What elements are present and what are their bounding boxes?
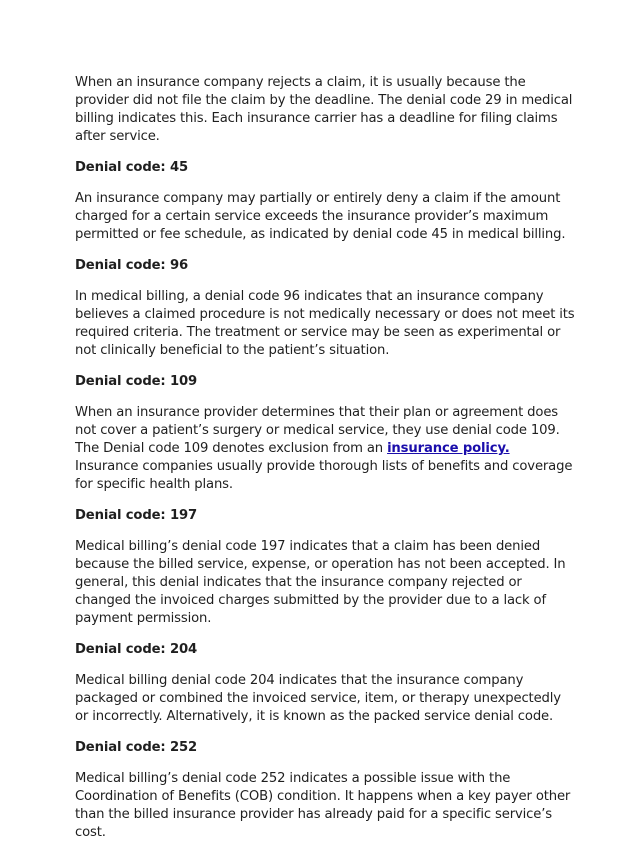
section-heading-45: Denial code: 45 — [75, 160, 189, 175]
section-body-204: Medical billing denial code 204 indicates that the insurance company packaged or combined the invoiced service, item, or therapy unexpectedly or incorrectly. Alternatively, it is known as the packed service denial code. — [75, 673, 561, 724]
insurance-policy-link[interactable]: insurance policy. — [387, 441, 510, 456]
section-body-109-after: Insurance companies usually provide thorough lists of benefits and coverage for specific health plans. — [75, 459, 573, 492]
section-heading-109: Denial code: 109 — [75, 374, 198, 389]
section-body-109-before: When an insurance provider determines that their plan or agreement does not cover a patient’s surgery or medical service, they use denial code 109. The Denial code 109 denotes exclusion from an — [75, 405, 560, 456]
section-heading-197: Denial code: 197 — [75, 508, 198, 523]
section-body-96: In medical billing, a denial code 96 indicates that an insurance company believes a claimed procedure is not medically necessary or does not meet its required criteria. The treatment or service may be seen as experimental or not clinically beneficial to the patient’s situation. — [75, 289, 575, 358]
section-body-109 — [75, 404, 575, 494]
section-body-252: Medical billing’s denial code 252 indicates a possible issue with the Coordination of Benefits (COB) condition. It happens when a key payer other than the billed insurance provider has already paid for a specific service’s cost. — [75, 771, 571, 840]
section-body-45: An insurance company may partially or entirely deny a claim if the amount charged for a certain service exceeds the insurance provider’s maximum permitted or fee schedule, as indicated by denial code 45 in medical billing. — [75, 191, 566, 242]
section-body-197: Medical billing’s denial code 197 indicates that a claim has been denied because the billed service, expense, or operation has not been accepted. In general, this denial indicates that the insurance company rejected or changed the invoiced charges submitted by the provider due to a lack of payment permission. — [75, 539, 566, 626]
document-page — [75, 74, 575, 842]
section-heading-204: Denial code: 204 — [75, 642, 198, 657]
intro-paragraph: When an insurance company rejects a claim, it is usually because the provider did not file the claim by the deadline. The denial code 29 in medical billing indicates this. Each insurance carrier has a deadline for filing claims after service. — [75, 75, 573, 144]
section-heading-252: Denial code: 252 — [75, 740, 198, 755]
section-heading-96: Denial code: 96 — [75, 258, 189, 273]
